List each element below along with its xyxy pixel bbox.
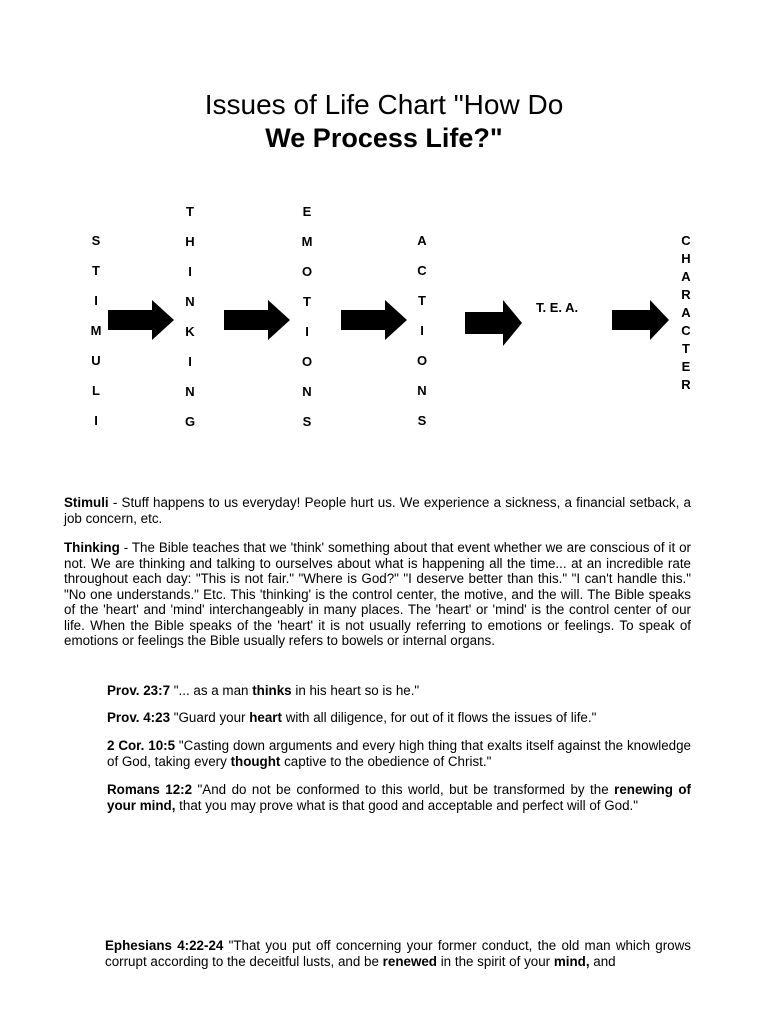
- flow-emotions: [297, 205, 317, 428]
- flow-letter: T: [418, 293, 426, 308]
- title-line-2: We Process Life?": [265, 123, 503, 153]
- title-line-1: Issues of Life Chart "How Do: [204, 89, 564, 120]
- flow-letter: E: [681, 359, 691, 374]
- stimuli-term: Stimuli: [64, 495, 109, 510]
- verse-romans-12-2: [107, 782, 691, 813]
- verse-text: captive to the obedience of Christ.": [280, 753, 492, 769]
- flow-letter: R: [681, 377, 691, 392]
- flow-letter: N: [417, 383, 427, 398]
- flow-letter: I: [305, 324, 309, 339]
- flow-letter: N: [185, 384, 195, 399]
- verse-text: "... as a man: [170, 683, 253, 698]
- flow-letter: A: [681, 269, 691, 284]
- verse-prov-23-7: [107, 683, 691, 699]
- flow-letter: M: [301, 234, 313, 249]
- flow-letter: E: [302, 204, 312, 219]
- flow-letter: T: [303, 294, 311, 309]
- flow-letter: T: [682, 341, 690, 356]
- thinking-term: Thinking: [64, 540, 120, 555]
- flow-letter: S: [302, 414, 312, 429]
- verse-emphasis: heart: [249, 710, 282, 725]
- verse-text: "Casting down arguments and every high thing that exalts itself against the knowledge of God, taking every: [107, 738, 691, 769]
- flow-letter: O: [416, 353, 428, 368]
- arrow-right-icon: [224, 300, 290, 340]
- flow-stimuli: [86, 234, 106, 427]
- verse-ref: Prov. 4:23: [107, 710, 171, 725]
- flow-tea: T. E. A.: [536, 300, 579, 315]
- verse-emphasis: mind,: [553, 953, 590, 969]
- arrow-right-icon: [108, 300, 174, 340]
- flow-letter: I: [188, 264, 192, 279]
- arrow-right-icon: [612, 300, 669, 340]
- flow-letter: C: [681, 323, 691, 338]
- verse-emphasis: thought: [230, 753, 281, 769]
- verse-text: in the spirit of your: [436, 953, 554, 969]
- flow-letter: S: [91, 233, 101, 248]
- flow-letter: R: [681, 287, 691, 302]
- verse-text: "Guard your: [170, 710, 250, 725]
- flow-letter: N: [302, 384, 312, 399]
- verse-text: and: [589, 953, 616, 969]
- verse-text: "And do not be conformed to this world, but be transformed by the: [192, 782, 615, 797]
- verse-text: "That you put off concerning your former conduct, the old man which grows corrupt according to the deceitful lusts, and be: [105, 938, 691, 969]
- flow-letter: A: [417, 233, 427, 248]
- flow-letter: C: [417, 263, 427, 278]
- flow-letter: N: [185, 294, 195, 309]
- flow-letter: H: [185, 234, 195, 249]
- verse-ref: Romans 12:2: [107, 782, 193, 797]
- flow-letter: S: [417, 413, 427, 428]
- flow-letter: T: [186, 204, 194, 219]
- verse-emphasis: renewed: [382, 953, 437, 969]
- flow-letter: M: [90, 323, 102, 338]
- stimuli-paragraph: [64, 495, 691, 526]
- thinking-paragraph: [64, 540, 691, 649]
- stimuli-text: - Stuff happens to us everyday! People hurt us. We experience a sickness, a financial setback, a job concern, etc.: [64, 495, 691, 526]
- flow-letter: I: [94, 293, 98, 308]
- flow-letter: L: [92, 383, 100, 398]
- flow-character: [676, 234, 696, 391]
- flow-thinking: [180, 205, 200, 428]
- flow-actions: [412, 234, 432, 427]
- verse-ref: 2 Cor. 10:5: [107, 738, 176, 753]
- flow-letter: I: [94, 413, 98, 428]
- arrow-right-icon: [341, 300, 407, 340]
- flow-letter: C: [681, 233, 691, 248]
- verse-text: that you may prove what is that good and acceptable and perfect will of God.": [175, 797, 638, 813]
- flow-letter: O: [301, 354, 313, 369]
- flow-letter: U: [91, 353, 101, 368]
- flow-letter: G: [184, 414, 196, 429]
- flow-letter: O: [301, 264, 313, 279]
- verse-ephesians-4-22-24: [105, 938, 691, 969]
- flow-letter: H: [681, 251, 691, 266]
- verse-2-cor-10-5: [107, 738, 691, 769]
- verse-emphasis: thinks: [252, 683, 292, 698]
- verse-ref: Prov. 23:7: [107, 683, 171, 698]
- arrow-right-icon: [465, 300, 522, 346]
- verse-prov-4-23: [107, 710, 691, 726]
- flow-letter: A: [681, 305, 691, 320]
- flow-letter: I: [188, 354, 192, 369]
- verse-text: with all diligence, for out of it flows the issues of life.": [281, 710, 597, 725]
- verse-emphasis: renewing of your mind,: [107, 782, 691, 813]
- flow-letter: K: [185, 324, 195, 339]
- flow-letter: I: [420, 323, 424, 338]
- verse-text: in his heart so is he.": [291, 683, 420, 698]
- flow-letter: T: [92, 263, 100, 278]
- thinking-text: - The Bible teaches that we 'think' something about that event whether we are conscious of it or not. We are thinking and talking to ourselves about what is happening all the time... at an incredible rate throughout each day: "This is not fair." "Where is God?" "I deserve better than this." "I can't handle this." "No one understands." Etc. This 'thinking' is the control center, the motive, and the will. The Bible speaks of the 'heart' and 'mind' interchangeably in many places. The 'heart' or 'mind' is the control center of our life. When the Bible speaks of the 'heart' it is not usually referring to emotions or feelings. To speak of emotions or feelings the Bible usually refers to bowels or internal organs.: [64, 540, 691, 648]
- verse-ref: Ephesians 4:22-24: [105, 938, 224, 953]
